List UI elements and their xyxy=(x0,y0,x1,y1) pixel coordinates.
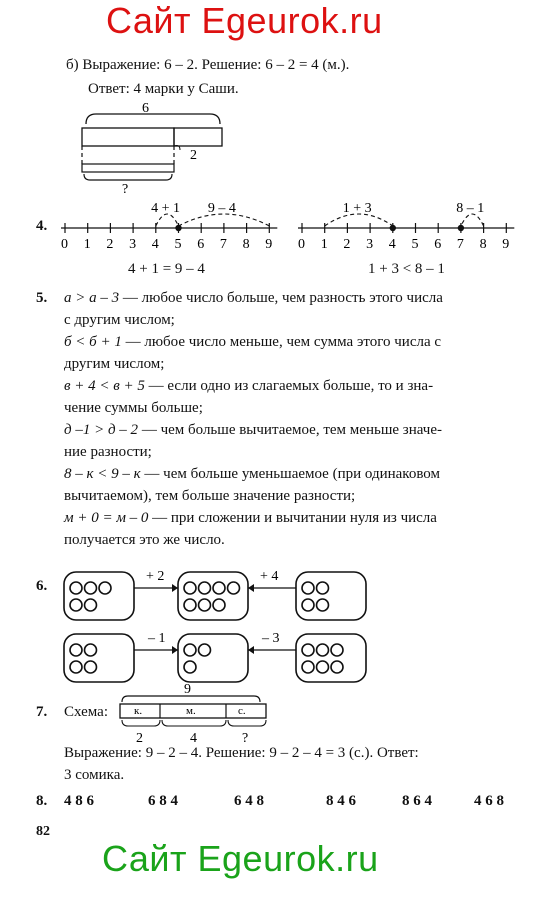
counter-circle xyxy=(302,582,314,594)
task5-item-6-expr: м + 0 = м – 0 xyxy=(64,510,149,526)
counter-circle xyxy=(184,599,196,611)
task5-item-1-text: — любое число больше, чем разность этого числа xyxy=(119,290,443,306)
tick-label: 3 xyxy=(129,237,137,252)
task8-value-4: 8 4 6 xyxy=(326,793,356,809)
point-dot xyxy=(390,225,396,231)
counter-circle xyxy=(85,599,97,611)
svg-text:+ 2: + 2 xyxy=(146,569,165,584)
task5-item-4-text: — чем больше вычитаемое, тем меньше значе- xyxy=(138,422,442,438)
counter-circle xyxy=(302,661,314,673)
counter-circle xyxy=(317,644,329,656)
schema-seg-1: к. xyxy=(134,705,143,717)
row2-arrow-2 xyxy=(248,631,296,654)
tick-label: 8 xyxy=(242,237,250,252)
arc-label: 1 + 3 xyxy=(342,201,372,216)
row1-arrow-1 xyxy=(134,569,178,592)
tick-label: 5 xyxy=(411,237,419,252)
counter-circle xyxy=(317,599,329,611)
counter-circle xyxy=(213,582,225,594)
tick-label: 2 xyxy=(106,237,114,252)
tick-label: 9 xyxy=(265,237,273,252)
task6-diagram xyxy=(60,558,380,688)
schema-seg-2: м. xyxy=(186,705,196,717)
counter-circle xyxy=(199,599,211,611)
task5-item-2-text: — любое число меньше, чем сумма этого числа с xyxy=(121,334,442,350)
task4-left-equation: 4 + 1 = 9 – 4 xyxy=(128,261,205,277)
task5-item-5-line2: вычитаемом), тем больше значение разности; xyxy=(64,488,356,504)
tick-label: 0 xyxy=(61,237,68,252)
task8-value-3: 6 4 8 xyxy=(234,793,264,809)
arc-label: 4 + 1 xyxy=(151,201,181,216)
number-line-left xyxy=(61,201,277,252)
task5-item-5-line1 xyxy=(64,466,440,483)
row2-box-right xyxy=(296,634,366,682)
task3b-diagram xyxy=(60,98,240,198)
task5-item-3-line2: чение суммы больше; xyxy=(64,400,203,416)
tick-label: 4 xyxy=(151,237,159,252)
task5-number: 5. xyxy=(36,290,48,306)
tick-label: 2 xyxy=(343,237,351,252)
task4-right-equation: 1 + 3 < 8 – 1 xyxy=(368,261,445,277)
counter-circle xyxy=(228,582,240,594)
task5-item-1-line2: с другим числом; xyxy=(64,312,175,328)
counter-circle xyxy=(199,582,211,594)
counter-circle xyxy=(331,644,343,656)
counter-circle xyxy=(317,661,329,673)
task5-item-3-expr: в + 4 < в + 5 xyxy=(64,378,145,394)
tick-label: 6 xyxy=(197,237,205,252)
schema-seg-3: с. xyxy=(238,705,246,717)
task4-number: 4. xyxy=(36,218,48,234)
counter-circle xyxy=(184,582,196,594)
tick-label: 7 xyxy=(456,237,464,252)
task5-item-1-expr: а > а – 3 xyxy=(64,290,120,306)
counter-circle xyxy=(331,661,343,673)
tick-label: 1 xyxy=(320,237,328,252)
counter-circle xyxy=(317,582,329,594)
counter-circle xyxy=(85,644,97,656)
task4-number-lines xyxy=(55,195,525,255)
row2-arrow-1 xyxy=(134,631,178,654)
schema-total: 9 xyxy=(184,682,191,697)
counter-circle xyxy=(99,582,111,594)
arc-label: 9 – 4 xyxy=(207,201,236,216)
tick-label: 5 xyxy=(174,237,182,252)
counter-circle xyxy=(70,582,82,594)
task3b-line2: Ответ: 4 марки у Саши. xyxy=(88,81,239,97)
task5-item-3-text: — если одно из слагаемых больше, то и зна- xyxy=(144,378,434,394)
schema-below-2: 4 xyxy=(190,731,197,746)
task5-item-6-line1 xyxy=(64,510,437,527)
counter-circle xyxy=(70,661,82,673)
svg-text:– 3: – 3 xyxy=(262,631,280,646)
task5-item-4-line1 xyxy=(64,422,442,439)
diagram-bottom-label: ? xyxy=(122,182,129,197)
row1-box-right xyxy=(296,572,366,620)
task6-number: 6. xyxy=(36,578,48,594)
schema-below-1: 2 xyxy=(136,731,143,746)
task5-item-4-line2: ние разности; xyxy=(64,444,152,460)
task3b-line1: б) Выражение: 6 – 2. Решение: 6 – 2 = 4 (м.). xyxy=(66,57,350,73)
page-number: 82 xyxy=(36,824,50,839)
counter-circle xyxy=(70,644,82,656)
counter-circle xyxy=(184,661,196,673)
tick-label: 9 xyxy=(502,237,510,252)
task7-schema-label: Схема: xyxy=(64,704,109,720)
task5-item-5-text: — чем больше уменьшаемое (при одинаковом xyxy=(140,466,441,482)
tick-label: 8 xyxy=(479,237,487,252)
schema-below-3: ? xyxy=(242,731,249,746)
task5-item-6-line2: получается это же число. xyxy=(64,532,225,548)
task5-item-4-expr: д –1 > д – 2 xyxy=(64,422,139,438)
counter-circle xyxy=(302,644,314,656)
counter-circle xyxy=(302,599,314,611)
tick-label: 7 xyxy=(219,237,227,252)
point-dot xyxy=(175,225,181,231)
counter-circle xyxy=(184,644,196,656)
task8-number: 8. xyxy=(36,793,48,809)
task8-value-2: 6 8 4 xyxy=(148,793,178,809)
task5-item-5-expr: 8 – к < 9 – к xyxy=(64,466,141,482)
tick-label: 1 xyxy=(83,237,91,252)
task7-schema xyxy=(114,680,274,748)
diagram-top-label: 6 xyxy=(142,101,149,116)
point-dot xyxy=(458,225,464,231)
row1-arrow-2 xyxy=(248,569,296,592)
counter-circle xyxy=(70,599,82,611)
arc-label: 8 – 1 xyxy=(456,201,485,216)
task7-line2: 3 сомика. xyxy=(64,767,125,783)
task8-value-6: 4 6 8 xyxy=(474,793,504,809)
row2-box-middle xyxy=(178,634,248,682)
row2-box-left xyxy=(64,634,134,682)
watermark-bottom: Сайт Egeurok.ru xyxy=(102,838,379,879)
counter-circle xyxy=(85,582,97,594)
task5-item-2-line1 xyxy=(64,334,441,351)
task8-value-1: 4 8 6 xyxy=(64,793,94,809)
diagram-right-label: 2 xyxy=(190,148,197,163)
tick-label: 6 xyxy=(434,237,442,252)
task7-number: 7. xyxy=(36,704,48,720)
task5-item-1-line1 xyxy=(64,290,443,307)
number-line-right xyxy=(298,201,514,252)
row1-box-middle xyxy=(178,572,248,620)
svg-text:+ 4: + 4 xyxy=(260,569,279,584)
counter-circle xyxy=(199,644,211,656)
task5-item-2-expr: б < б + 1 xyxy=(64,334,122,350)
counter-circle xyxy=(213,599,225,611)
counter-circle xyxy=(85,661,97,673)
task5-item-6-text: — при сложении и вычитании нуля из числа xyxy=(148,510,437,526)
task8-value-5: 8 6 4 xyxy=(402,793,432,809)
tick-label: 0 xyxy=(298,237,305,252)
row1-box-left xyxy=(64,572,134,620)
svg-text:– 1: – 1 xyxy=(148,631,166,646)
watermark-top: Сайт Egeurok.ru xyxy=(106,0,383,41)
tick-label: 3 xyxy=(366,237,374,252)
task7-line1: Выражение: 9 – 2 – 4. Решение: 9 – 2 – 4 = 3 (с.). Ответ: xyxy=(64,745,419,761)
tick-label: 4 xyxy=(388,237,396,252)
task5-item-2-line2: другим числом; xyxy=(64,356,165,372)
task5-item-3-line1 xyxy=(64,378,433,395)
